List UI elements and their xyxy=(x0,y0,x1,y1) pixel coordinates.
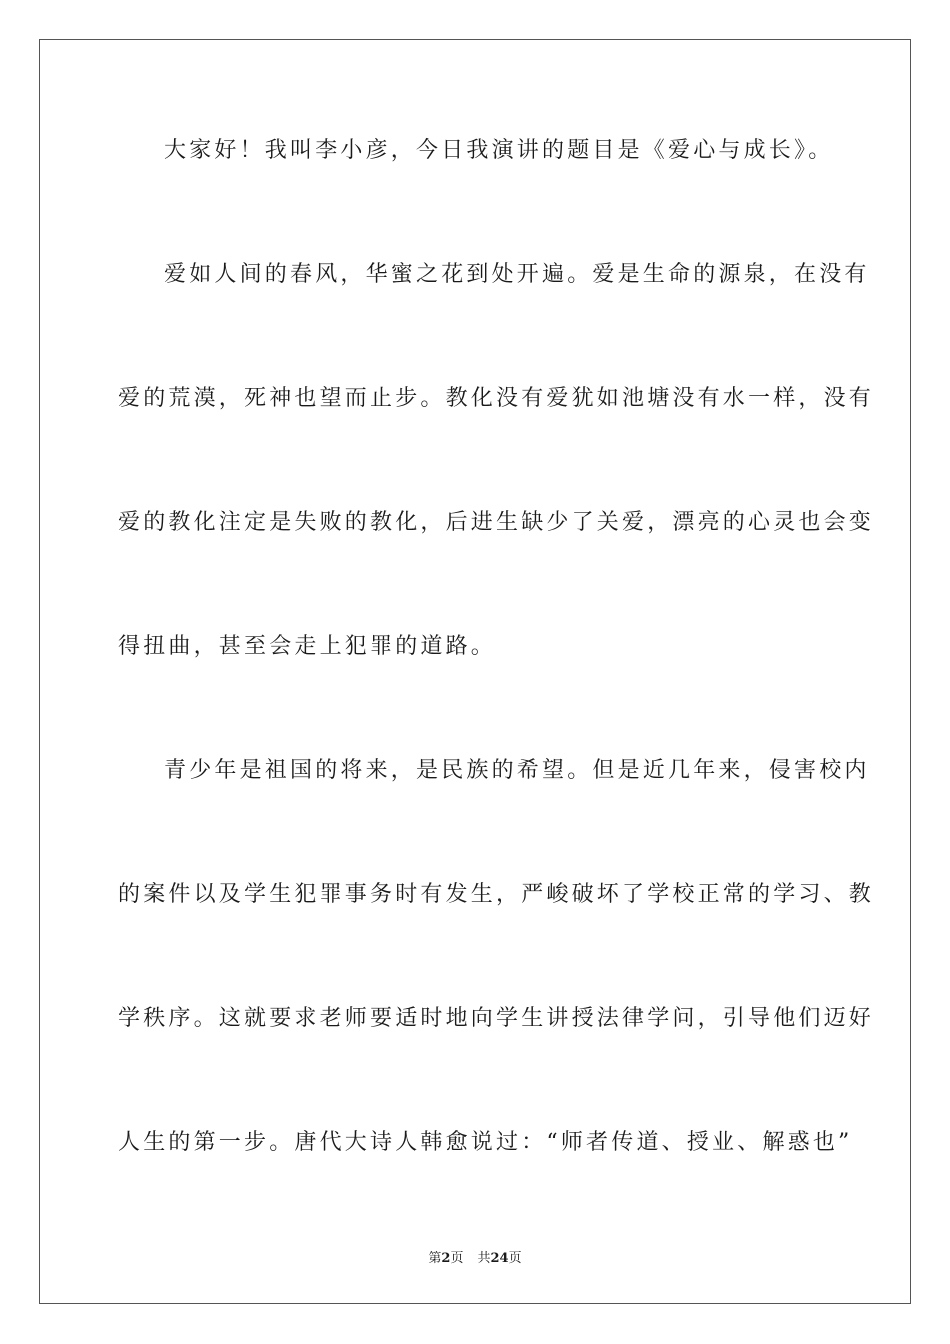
page-footer xyxy=(0,1247,950,1266)
paragraph-line: 学秩序。这就要求老师要适时地向学生讲授法律学问，引导他们迈好 xyxy=(118,1006,875,1031)
paragraph-line: 的案件以及学生犯罪事务时有发生，严峻破坏了学校正常的学习、教 xyxy=(118,882,875,907)
page-frame xyxy=(39,39,911,1304)
paragraph-line: 爱的教化注定是失败的教化，后进生缺少了关爱，漂亮的心灵也会变 xyxy=(118,510,875,535)
page-prefix: 第 xyxy=(428,1251,442,1266)
paragraph-line: 爱的荒漠，死神也望而止步。教化没有爱犹如池塘没有水一样，没有 xyxy=(118,386,875,411)
paragraph-line: 大家好！我叫李小彦，今日我演讲的题目是《爱心与成长》。 xyxy=(164,138,834,163)
paragraph-line: 人生的第一步。唐代大诗人韩愈说过：“师者传道、授业、解惑也” xyxy=(118,1130,853,1155)
paragraph-line: 得扭曲，甚至会走上犯罪的道路。 xyxy=(118,634,497,659)
total-prefix: 共 xyxy=(477,1251,491,1266)
total-suffix: 页 xyxy=(508,1251,522,1266)
total-pages: 24 xyxy=(490,1251,509,1266)
page-suffix: 页 xyxy=(450,1251,464,1266)
paragraph-line: 青少年是祖国的将来，是民族的希望。但是近几年来，侵害校内 xyxy=(164,758,870,783)
page-number: 2 xyxy=(441,1251,451,1266)
paragraph-line: 爱如人间的春风，华蜜之花到处开遍。爱是生命的源泉，在没有 xyxy=(164,262,870,287)
